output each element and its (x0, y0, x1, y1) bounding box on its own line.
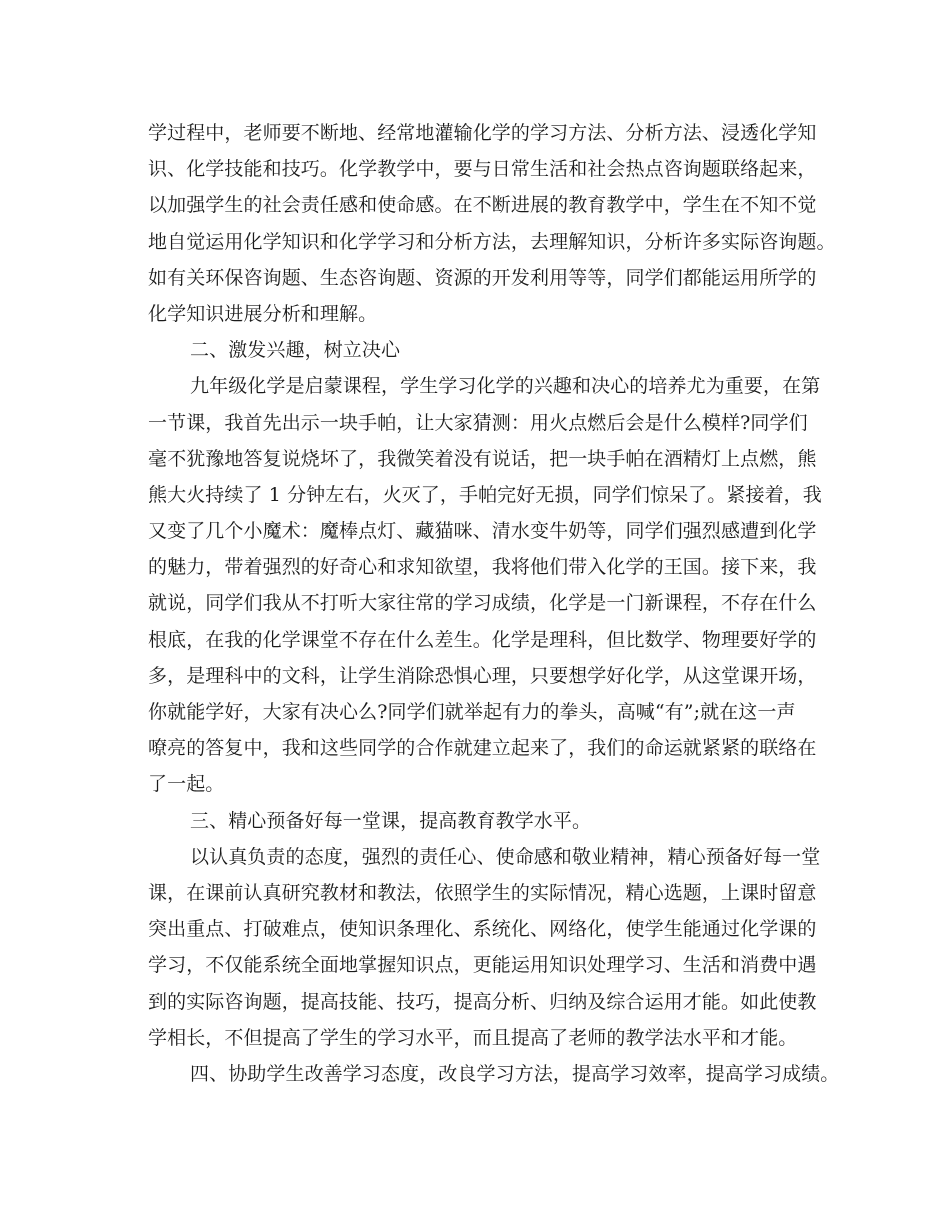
text-line: 嘹亮的答复中，我和这些同学的合作就建立起来了，我们的命运就紧紧的联络在 (148, 737, 817, 760)
text-line: 化学知识进展分析和理解。 (148, 302, 378, 325)
text-line: 毫不犹豫地答复说烧坏了，我微笑着没有说话，把一块手帕在酒精灯上点燃，熊 (148, 447, 817, 470)
text-line: 地自觉运用化学知识和化学学习和分析方法，去理解知识，分析许多实际咨询题。 (148, 230, 836, 253)
text-line: 了一起。 (148, 773, 225, 796)
text-line: 你就能学好，大家有决心么?同学们就举起有力的拳头，高喊“有”;就在这一声 (148, 701, 796, 723)
text-line: 就说，同学们我从不打听大家往常的学习成绩，化学是一门新课程，不存在什么 (148, 592, 817, 615)
text-line: 以加强学生的社会责任感和使命感。在不断进展的教育教学中，学生在不知不觉 (148, 194, 817, 217)
document-body (148, 115, 840, 1092)
text-line: 突出重点、打破难点，使知识条理化、系统化、网络化，使学生能通过化学课的 (148, 918, 817, 941)
text-line: 二、激发兴趣，树立决心 (190, 339, 401, 362)
text-line: 根底，在我的化学课堂不存在什么差生。化学是理科，但比数学、物理要好学的 (148, 628, 817, 651)
text-line: 如有关环保咨询题、生态咨询题、资源的开发利用等等，同学们都能运用所学的 (148, 266, 817, 289)
text-line: 学相长，不但提高了学生的学习水平，而且提高了老师的教学法水平和才能。 (148, 1026, 798, 1049)
text-line: 课，在课前认真研究教材和教法，依照学生的实际情况，精心选题，上课时留意 (148, 881, 817, 904)
text-line: 熊大火持续了 1 分钟左右，火灭了，手帕完好无损，同学们惊呆了。紧接着，我 (148, 483, 822, 506)
text-line: 学习，不仅能系统全面地掌握知识点，更能运用知识处理学习、生活和消费中遇 (148, 954, 817, 977)
text-line: 的魅力，带着强烈的好奇心和求知欲望，我将他们带入化学的王国。接下来，我 (148, 556, 817, 579)
text-line: 识、化学技能和技巧。化学教学中，要与日常生活和社会热点咨询题联络起来， (148, 158, 817, 181)
text-line: 又变了几个小魔术：魔棒点灯、藏猫咪、清水变牛奶等，同学们强烈感遭到化学 (148, 520, 817, 543)
text-line: 以认真负责的态度，强烈的责任心、使命感和敬业精神，精心预备好每一堂 (190, 845, 821, 868)
text-line: 一节课，我首先出示一块手帕，让大家猜测：用火点燃后会是什么模样?同学们 (148, 411, 808, 434)
text-line: 九年级化学是启蒙课程，学生学习化学的兴趣和决心的培养尤为重要，在第 (190, 375, 821, 398)
text-line: 多，是理科中的文科，让学生消除恐惧心理，只要想学好化学，从这堂课开场， (148, 664, 817, 687)
text-line: 学过程中，老师要不断地、经常地灌输化学的学习方法、分析方法、浸透化学知 (148, 122, 817, 144)
text-line: 到的实际咨询题，提高技能、技巧，提高分析、归纳及综合运用才能。如此使教 (148, 990, 817, 1013)
text-line: 三、精心预备好每一堂课，提高教育教学水平。 (190, 809, 592, 832)
text-line: 四、协助学生改善学习态度，改良学习方法，提高学习效率，提高学习成绩。 (190, 1062, 840, 1085)
